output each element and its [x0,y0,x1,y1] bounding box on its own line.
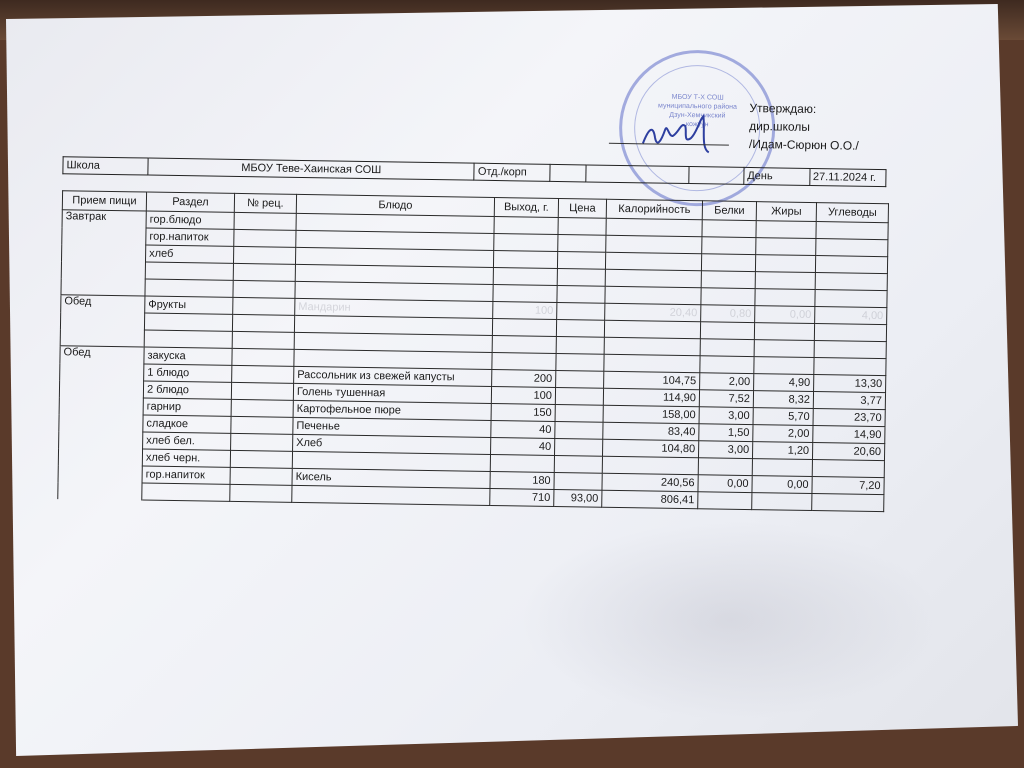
approval-name: /Идам-Сюрюн О.О./ [748,136,859,153]
total-yield: 710 [490,488,554,506]
col-meal: Прием пищи [62,191,146,211]
table-row: гарнир Картофельное пюре 150 158,00 3,00 5,70 23,70 [59,397,885,427]
table-row: Обед закуска [60,346,886,376]
table-row: хлеб черн. [58,448,884,478]
col-recipe: № рец. [234,193,296,213]
school-label: Школа [63,157,148,175]
meal-lunch: Обед [58,346,144,500]
meal-lunch-fruit: Обед [60,295,145,347]
table-row: Обед Фрукты Мандарин 100 20,40 0,80 0,00 4,00 [61,295,887,325]
official-stamp: МБОУ Т-Х СОШ муниципального района Дзун-Хемчикский кожуун [618,49,776,207]
meal-breakfast: Завтрак [61,210,146,296]
menu-document [43,70,910,553]
table-row: гор.напиток [62,227,888,257]
col-protein: Белки [702,201,756,221]
dept-label: Отд./корп [474,163,550,181]
table-row: 2 блюдо Голень тушенная 100 114,90 7,52 8,32 3,77 [59,380,885,410]
approval-position: дир.школы [749,118,811,134]
table-row: Завтрак гор.блюдо [62,210,888,240]
col-kcal: Калорийность [606,199,702,220]
approval-title: Утверждаю: [749,100,817,117]
total-kcal: 806,41 [602,490,698,509]
total-price: 93,00 [554,489,602,507]
table-row: хлеб [62,244,888,274]
col-carbs: Углеводы [816,203,888,223]
col-fat: Жиры [756,202,816,222]
table-row: сладкое Печенье 40 83,40 1,50 2,00 14,90 [59,414,885,444]
school-name: МБОУ Теве-Хаинская СОШ [148,158,474,180]
signature [639,107,720,158]
menu-table [57,190,889,512]
day-label: День [744,167,810,185]
table-row: хлеб бел. Хлеб 40 104,80 3,00 1,20 20,60 [59,431,885,461]
table-row: гор.напиток Кисель 180 240,56 0,00 0,00 7,20 [58,465,884,495]
date-value: 27.11.2024 г. [809,168,886,186]
col-price: Цена [558,199,606,219]
col-section: Раздел [146,192,234,212]
table-row: 1 блюдо Рассольник из свежей капусты 200 104,75 2,00 4,90 13,30 [60,363,886,393]
col-dish: Блюдо [296,194,494,216]
approval-block [749,99,860,155]
col-yield: Выход, г. [494,197,558,217]
